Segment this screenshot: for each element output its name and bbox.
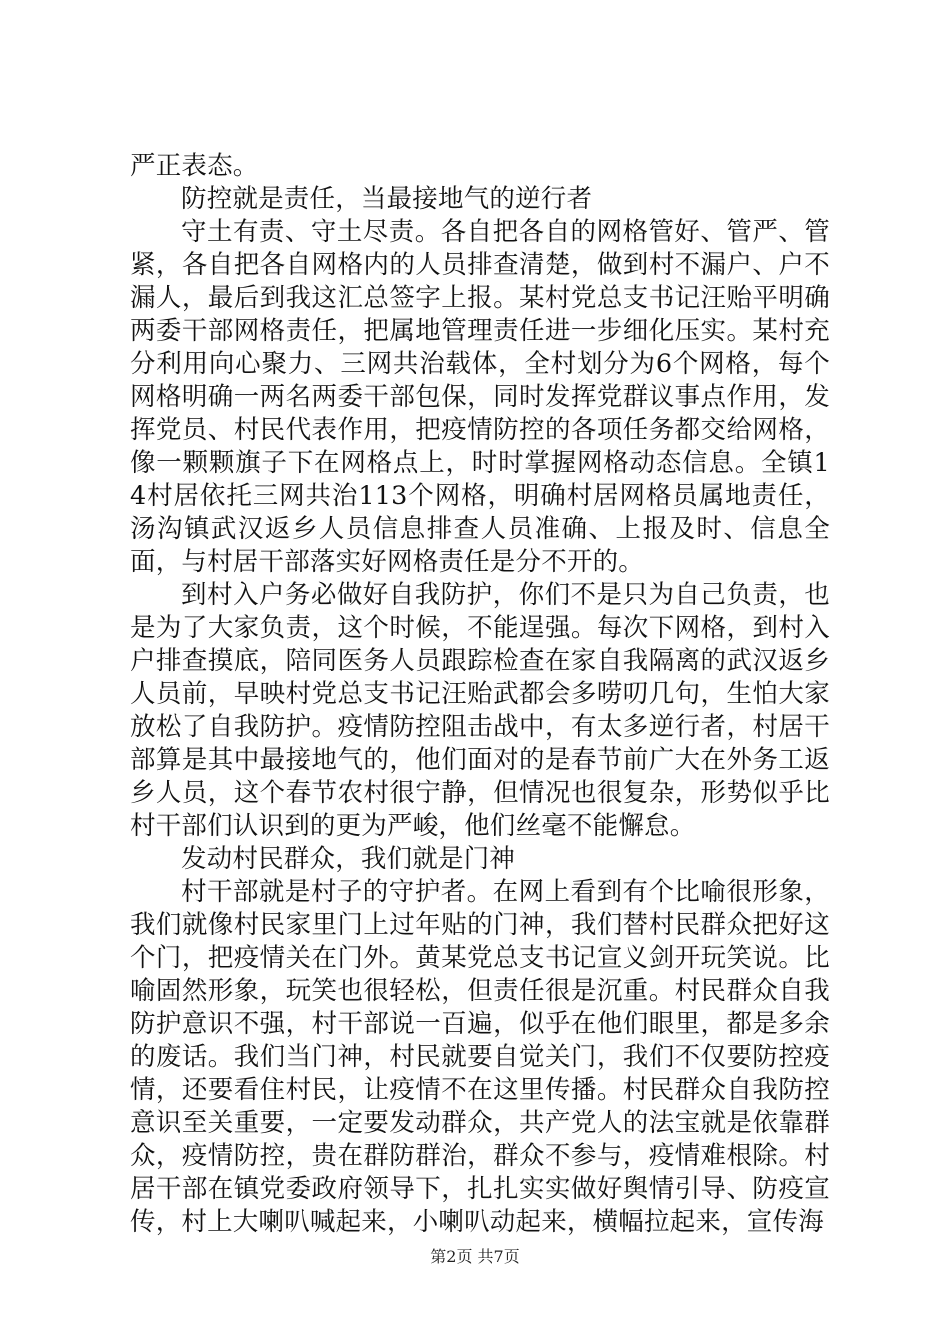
page-number-footer: 第2页 共7页 [430, 1247, 520, 1266]
paragraph-village-guardians: 村干部就是村子的守护者。在网上看到有个比喻很形象，我们就像村民家里门上过年贴的门神，我们替村民群众把好这个门，把疫情关在门外。黄某党总支书记宣义剑开玩笑说。比喻固然形象，玩笑也很轻松，但责任很是沉重。村民群众自我防护意识不强，村干部说一百遍，似乎在他们眼里，都是多余的废话。我们当门神，村民就要自觉关门，我们不仅要防控疫情，还要看住村民，让疫情不在这里传播。村民群众自我防控意识至关重要，一定要发动群众，共产党人的法宝就是依靠群众，疫情防控，贵在群防群治，群众不参与，疫情难根除。村居干部在镇党委政府领导下，扎扎实实做好舆情引导、防疫宣传，村上大喇叭喊起来，小喇叭动起来，横幅拉起来，宣传海 [130, 877, 830, 1237]
paragraph-continuation: 严正表态。 [130, 151, 259, 181]
paragraph-self-protection: 到村入户务必做好自我防护，你们不是只为自己负责，也是为了大家负责，这个时候，不能逞强。每次下网格，到村入户排查摸底，陪同医务人员跟踪检查在家自我隔离的武汉返乡人员前，早映村党总支书记汪贻武都会多唠叨几句，生怕大家放松了自我防护。疫情防控阻击战中，有太多逆行者，村居干部算是其中最接地气的，他们面对的是春节前广大在外务工返乡人员，这个春节农村很宁静，但情况也很复杂，形势似乎比村干部们认识到的更为严峻，他们丝毫不能懈怠。 [130, 580, 830, 841]
paragraph-grid-responsibility: 守土有责、守土尽责。各自把各自的网格管好、管严、管紧，各自把各自网格内的人员排查清楚，做到村不漏户、户不漏人，最后到我这汇总签字上报。某村党总支书记汪贻平明确两委干部网格责任，把属地管理责任进一步细化压实。某村充分利用向心聚力、三网共治载体，全村划分为6个网格，每个网格明确一两名两委干部包保，同时发挥党群议事点作用，发挥党员、村民代表作用，把疫情防控的各项任务都交给网格，像一颗颗旗子下在网格点上，时时掌握网格动态信息。全镇14村居依托三网共治113个网格，明确村居网格员属地责任，汤沟镇武汉返乡人员信息排查人员准确、上报及时、信息全面，与村居干部落实好网格责任是分不开的。 [130, 217, 830, 577]
section-heading-door-gods: 发动村民群众，我们就是门神 [181, 844, 516, 874]
document-body [130, 150, 830, 1239]
section-heading-responsibility: 防控就是责任，当最接地气的逆行者 [181, 184, 593, 214]
